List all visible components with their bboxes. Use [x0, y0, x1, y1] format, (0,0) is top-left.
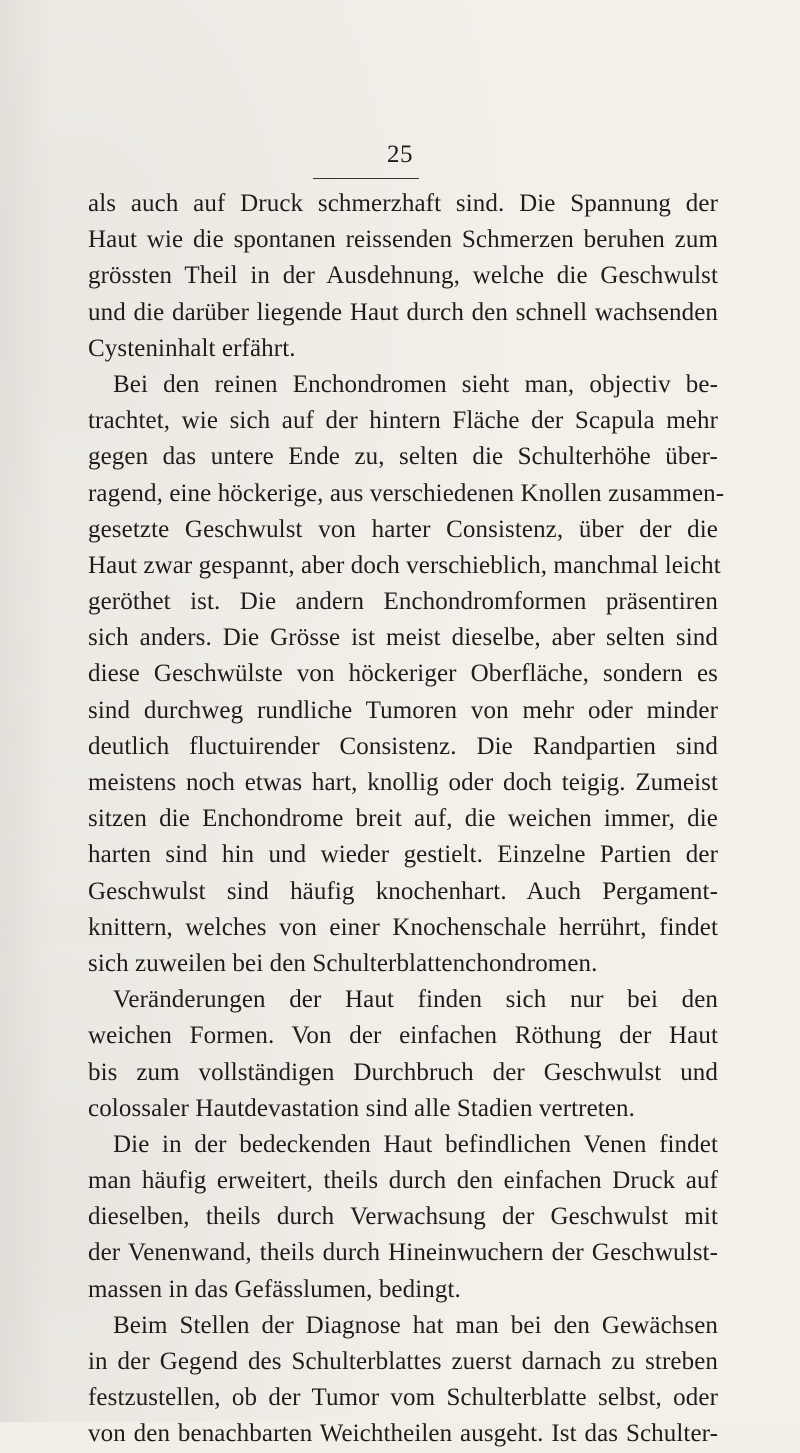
text-line: meistens noch etwas hart, knollig oder doch teigig. Zumeist: [88, 769, 718, 796]
text-line: und die darüber liegende Haut durch den schnell wachsenden: [88, 298, 718, 326]
text-line: dieselben, theils durch Verwachsung der Geschwulst mit: [88, 1203, 718, 1231]
text-line: bis zum vollständigen Durchbruch der Geschwulst und: [88, 1058, 718, 1086]
text-line: sich anders. Die Grösse ist meist dieselbe, aber selten sind: [88, 624, 718, 652]
text-line: Die in der bedeckenden Haut befindlichen Venen findet: [113, 1130, 718, 1158]
text-line: gegen das untere Ende zu, selten die Schulterhöhe über-: [88, 443, 718, 471]
header-rule: [313, 178, 419, 179]
text-line: diese Geschwülste von höckeriger Oberfläche, sondern es: [88, 660, 718, 688]
text-line: Haut zwar gespannt, aber doch verschieblich, manchmal leicht: [88, 551, 721, 579]
text-line: Veränderungen der Haut finden sich nur bei den: [113, 986, 718, 1014]
text-line: festzustellen, ob der Tumor vom Schulterblatte selbst, oder: [88, 1384, 718, 1412]
text-line: Bei den reinen Enchondromen sieht man, objectiv be-: [113, 370, 718, 398]
text-line: ragend, eine höckerige, aus verschiedenen Knollen zusammen-: [88, 479, 725, 507]
text-line: massen in das Gefässlumen, bedingt.: [88, 1275, 461, 1303]
text-line: Haut wie die spontanen reissenden Schmerzen beruhen zum: [88, 226, 718, 254]
text-line: man häufig erweitert, theils durch den einfachen Druck auf: [88, 1167, 718, 1195]
text-line: von den benachbarten Weichtheilen ausgeht. Ist das Schulter-: [88, 1420, 718, 1448]
text-line: knittern, welches von einer Knochenschale herrührt, findet: [88, 913, 718, 941]
text-line: trachtet, wie sich auf der hintern Fläche der Scapula mehr: [88, 407, 718, 435]
text-line: als auch auf Druck schmerzhaft sind. Die Spannung der: [88, 190, 718, 217]
text-line: Geschwulst sind häufig knochenhart. Auch Pergament-: [88, 877, 718, 905]
text-line: Cysteninhalt erfährt.: [88, 334, 296, 362]
text-line: Beim Stellen der Diagnose hat man bei den Gewächsen: [113, 1311, 718, 1339]
text-line: gesetzte Geschwulst von harter Consistenz, über der die: [88, 515, 718, 543]
text-line: geröthet ist. Die andern Enchondromformen präsentiren: [88, 588, 718, 616]
text-line: grössten Theil in der Ausdehnung, welche die Geschwulst: [88, 262, 718, 290]
text-line: deutlich fluctuirender Consistenz. Die Randpartien sind: [88, 732, 718, 760]
text-line: weichen Formen. Von der einfachen Röthung der Haut: [88, 1022, 718, 1050]
page-number: 25: [387, 141, 413, 168]
text-line: harten sind hin und wieder gestielt. Einzelne Partien der: [88, 841, 718, 869]
text-line: sich zuweilen bei den Schulterblattenchondromen.: [88, 949, 598, 977]
text-line: sitzen die Enchondrome breit auf, die weichen immer, die: [88, 805, 718, 833]
text-line: sind durchweg rundliche Tumoren von mehr oder minder: [88, 696, 718, 724]
body-text: [88, 186, 725, 1453]
text-line: colossaler Hautdevastation sind alle Stadien vertreten.: [88, 1094, 635, 1122]
text-line: der Venenwand, theils durch Hineinwuchern der Geschwulst-: [88, 1239, 718, 1267]
text-line: in der Gegend des Schulterblattes zuerst darnach zu streben: [88, 1348, 718, 1375]
